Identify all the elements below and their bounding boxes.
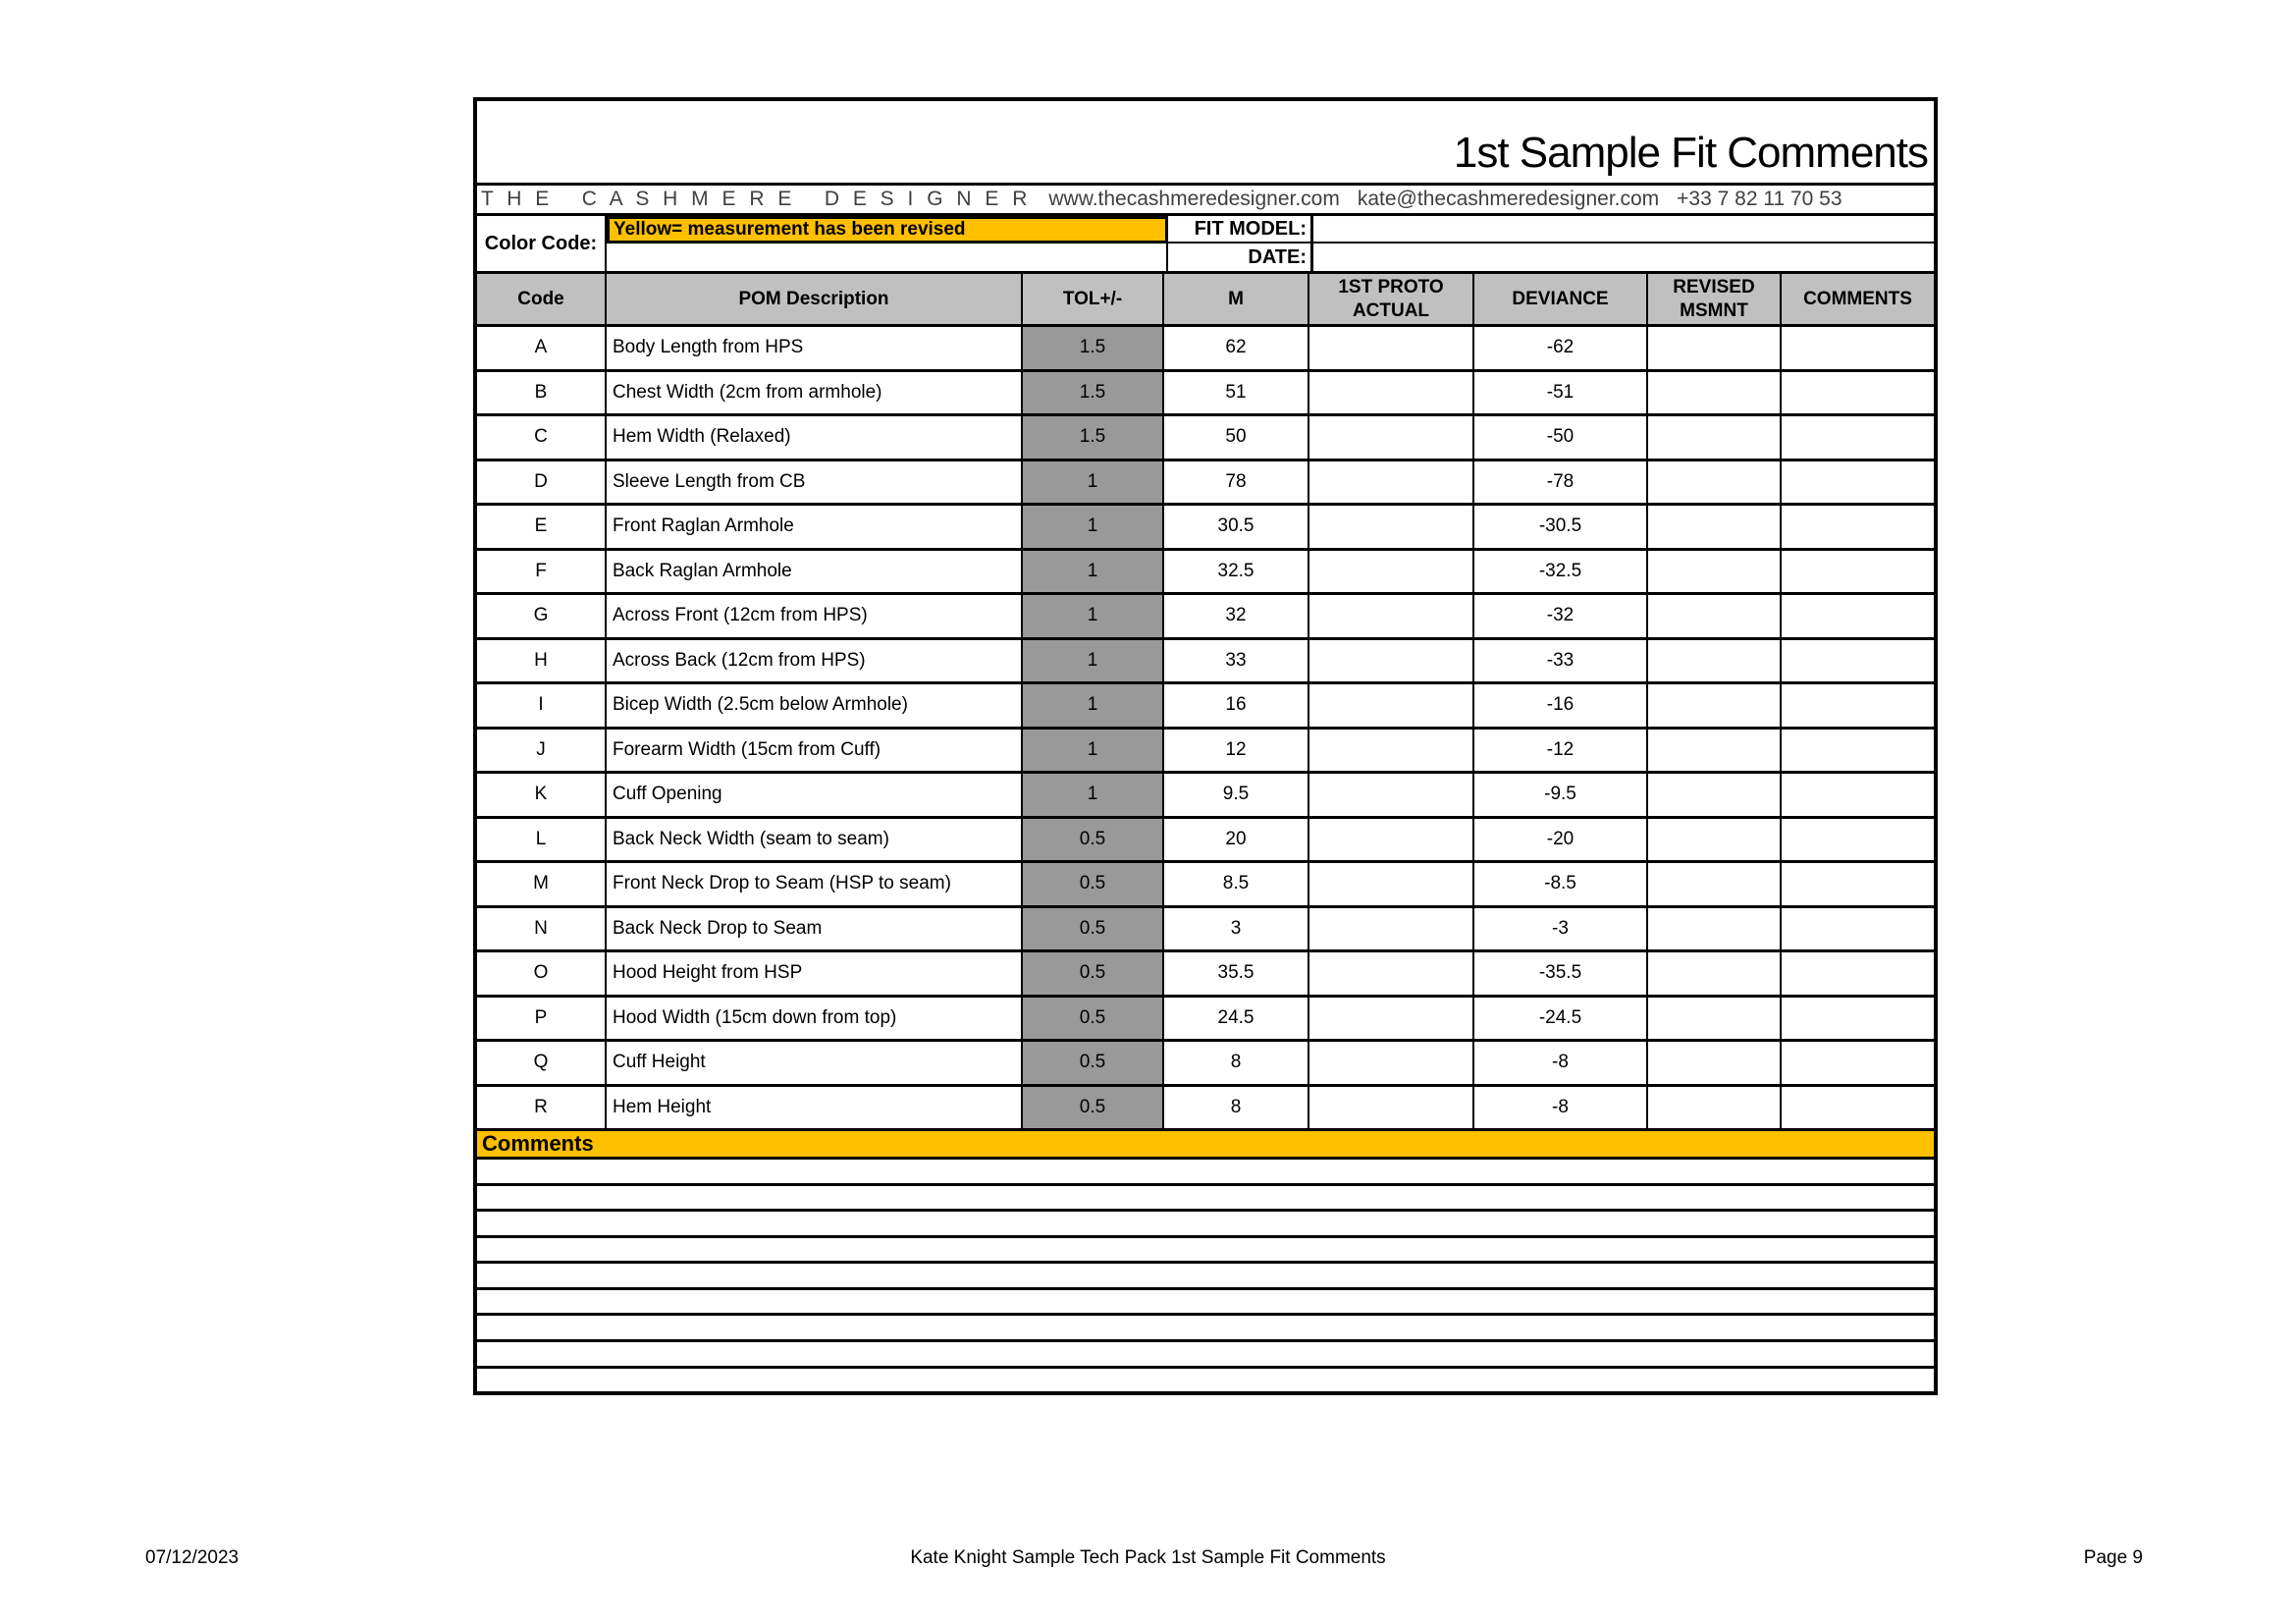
cell-comments	[1782, 461, 1934, 504]
cell-deviance: -3	[1474, 908, 1648, 950]
brand-row	[477, 183, 1934, 216]
comment-blank-line	[477, 1342, 1934, 1369]
comment-blank-line	[477, 1160, 1934, 1186]
cell-comments	[1782, 684, 1934, 727]
cell-revised-msmnt	[1648, 595, 1782, 637]
footer-page-number: Page 9	[2083, 1547, 2143, 1568]
cell-deviance: -9.5	[1474, 774, 1648, 816]
page-footer	[0, 1547, 2296, 1573]
cell-revised-msmnt	[1648, 1087, 1782, 1129]
cell-revised-msmnt	[1648, 327, 1782, 369]
cell-comments	[1782, 952, 1934, 995]
cell-deviance: -12	[1474, 730, 1648, 772]
cell-code: J	[477, 730, 607, 772]
comment-blank-line	[477, 1238, 1934, 1265]
cell-comments	[1782, 998, 1934, 1040]
cell-code: E	[477, 506, 607, 548]
cell-pom-description: Across Front (12cm from HPS)	[607, 595, 1023, 637]
cell-deviance: -33	[1474, 640, 1648, 682]
cell-comments	[1782, 774, 1934, 816]
cell-tolerance: 0.5	[1023, 1042, 1164, 1084]
cell-tolerance: 0.5	[1023, 863, 1164, 905]
comments-blank-rows	[477, 1160, 1934, 1391]
cell-comments	[1782, 595, 1934, 637]
comment-blank-line	[477, 1212, 1934, 1238]
cell-tolerance: 1.5	[1023, 327, 1164, 369]
comment-blank-line	[477, 1186, 1934, 1213]
cell-comments	[1782, 863, 1934, 905]
cell-1st-proto-actual	[1309, 461, 1474, 504]
cell-pom-description: Hood Width (15cm down from top)	[607, 998, 1023, 1040]
cell-pom-description: Hood Height from HSP	[607, 952, 1023, 995]
fit-model-label: FIT MODEL:	[1168, 216, 1313, 244]
cell-comments	[1782, 1087, 1934, 1129]
cell-tolerance: 0.5	[1023, 952, 1164, 995]
cell-pom-description: Front Neck Drop to Seam (HSP to seam)	[607, 863, 1023, 905]
cell-comments	[1782, 327, 1934, 369]
cell-tolerance: 1	[1023, 730, 1164, 772]
header-pom-description: POM Description	[607, 274, 1023, 324]
cell-tolerance: 0.5	[1023, 908, 1164, 950]
cell-tolerance: 1	[1023, 551, 1164, 593]
cell-pom-description: Cuff Height	[607, 1042, 1023, 1084]
cell-tolerance: 0.5	[1023, 819, 1164, 861]
table-row	[477, 1087, 1934, 1129]
cell-size-m: 8	[1164, 1042, 1309, 1084]
measurement-table-body	[477, 327, 1934, 1128]
cell-1st-proto-actual	[1309, 416, 1474, 459]
cell-tolerance: 1	[1023, 774, 1164, 816]
cell-code: I	[477, 684, 607, 727]
cell-size-m: 78	[1164, 461, 1309, 504]
cell-revised-msmnt	[1648, 908, 1782, 950]
cell-comments	[1782, 908, 1934, 950]
comment-blank-line	[477, 1264, 1934, 1290]
cell-1st-proto-actual	[1309, 819, 1474, 861]
cell-1st-proto-actual	[1309, 952, 1474, 995]
cell-1st-proto-actual	[1309, 774, 1474, 816]
comment-blank-line	[477, 1369, 1934, 1392]
cell-comments	[1782, 551, 1934, 593]
cell-tolerance: 1	[1023, 506, 1164, 548]
color-code-empty-cell	[607, 244, 1168, 271]
table-row	[477, 640, 1934, 685]
cell-size-m: 8	[1164, 1087, 1309, 1129]
table-row	[477, 774, 1934, 819]
page-title: 1st Sample Fit Comments	[1453, 129, 1928, 177]
cell-size-m: 3	[1164, 908, 1309, 950]
cell-revised-msmnt	[1648, 684, 1782, 727]
table-header-row	[477, 271, 1934, 327]
cell-size-m: 35.5	[1164, 952, 1309, 995]
cell-1st-proto-actual	[1309, 684, 1474, 727]
table-row	[477, 506, 1934, 551]
table-row	[477, 863, 1934, 908]
cell-pom-description: Chest Width (2cm from armhole)	[607, 372, 1023, 414]
cell-tolerance: 1	[1023, 461, 1164, 504]
cell-revised-msmnt	[1648, 730, 1782, 772]
header-tolerance: TOL+/-	[1023, 274, 1164, 324]
cell-deviance: -20	[1474, 819, 1648, 861]
table-row	[477, 998, 1934, 1043]
table-row	[477, 327, 1934, 372]
cell-tolerance: 0.5	[1023, 1087, 1164, 1129]
brand-name: T H E C A S H M E R E D E S I G N E R	[481, 188, 1032, 210]
cell-tolerance: 1.5	[1023, 372, 1164, 414]
brand-email: kate@thecashmeredesigner.com	[1357, 188, 1660, 210]
cell-code: G	[477, 595, 607, 637]
cell-tolerance: 1.5	[1023, 416, 1164, 459]
cell-deviance: -32.5	[1474, 551, 1648, 593]
cell-size-m: 62	[1164, 327, 1309, 369]
cell-code: H	[477, 640, 607, 682]
cell-1st-proto-actual	[1309, 1087, 1474, 1129]
cell-tolerance: 1	[1023, 640, 1164, 682]
cell-1st-proto-actual	[1309, 595, 1474, 637]
cell-size-m: 9.5	[1164, 774, 1309, 816]
table-row	[477, 908, 1934, 953]
header-size-m: M	[1164, 274, 1309, 324]
cell-size-m: 24.5	[1164, 998, 1309, 1040]
cell-1st-proto-actual	[1309, 327, 1474, 369]
cell-revised-msmnt	[1648, 551, 1782, 593]
cell-pom-description: Cuff Opening	[607, 774, 1023, 816]
table-row	[477, 551, 1934, 596]
color-code-legend: Yellow= measurement has been revised	[607, 216, 1168, 244]
cell-1st-proto-actual	[1309, 730, 1474, 772]
cell-size-m: 50	[1164, 416, 1309, 459]
cell-deviance: -8.5	[1474, 863, 1648, 905]
cell-revised-msmnt	[1648, 998, 1782, 1040]
cell-code: D	[477, 461, 607, 504]
header-revised-msmnt: REVISED MSMNT	[1648, 274, 1782, 324]
cell-code: B	[477, 372, 607, 414]
cell-size-m: 32.5	[1164, 551, 1309, 593]
cell-comments	[1782, 416, 1934, 459]
cell-revised-msmnt	[1648, 640, 1782, 682]
cell-revised-msmnt	[1648, 372, 1782, 414]
cell-deviance: -51	[1474, 372, 1648, 414]
comments-section-header: Comments	[477, 1128, 1934, 1160]
title-block	[477, 101, 1934, 183]
cell-deviance: -50	[1474, 416, 1648, 459]
cell-code: Q	[477, 1042, 607, 1084]
cell-comments	[1782, 372, 1934, 414]
cell-tolerance: 1	[1023, 595, 1164, 637]
color-code-section	[477, 216, 1934, 271]
table-row	[477, 595, 1934, 640]
header-1st-proto-actual: 1ST PROTO ACTUAL	[1309, 274, 1474, 324]
table-row	[477, 730, 1934, 775]
cell-code: K	[477, 774, 607, 816]
cell-deviance: -35.5	[1474, 952, 1648, 995]
cell-1st-proto-actual	[1309, 908, 1474, 950]
cell-code: C	[477, 416, 607, 459]
cell-1st-proto-actual	[1309, 551, 1474, 593]
comment-blank-line	[477, 1290, 1934, 1317]
cell-code: A	[477, 327, 607, 369]
cell-comments	[1782, 730, 1934, 772]
cell-1st-proto-actual	[1309, 1042, 1474, 1084]
header-comments: COMMENTS	[1782, 274, 1934, 324]
cell-1st-proto-actual	[1309, 863, 1474, 905]
cell-tolerance: 1	[1023, 684, 1164, 727]
cell-revised-msmnt	[1648, 1042, 1782, 1084]
table-row	[477, 952, 1934, 998]
cell-deviance: -8	[1474, 1087, 1648, 1129]
table-row	[477, 416, 1934, 461]
cell-code: N	[477, 908, 607, 950]
cell-deviance: -32	[1474, 595, 1648, 637]
cell-size-m: 33	[1164, 640, 1309, 682]
date-label: DATE:	[1168, 244, 1313, 271]
cell-pom-description: Back Neck Width (seam to seam)	[607, 819, 1023, 861]
cell-pom-description: Hem Width (Relaxed)	[607, 416, 1023, 459]
cell-revised-msmnt	[1648, 461, 1782, 504]
cell-revised-msmnt	[1648, 819, 1782, 861]
cell-comments	[1782, 640, 1934, 682]
table-row	[477, 684, 1934, 730]
color-code-label: Color Code:	[477, 216, 607, 271]
cell-deviance: -78	[1474, 461, 1648, 504]
cell-pom-description: Body Length from HPS	[607, 327, 1023, 369]
cell-revised-msmnt	[1648, 952, 1782, 995]
table-row	[477, 819, 1934, 864]
brand-website: www.thecashmeredesigner.com	[1048, 188, 1340, 210]
cell-deviance: -30.5	[1474, 506, 1648, 548]
cell-pom-description: Bicep Width (2.5cm below Armhole)	[607, 684, 1023, 727]
cell-size-m: 30.5	[1164, 506, 1309, 548]
cell-revised-msmnt	[1648, 863, 1782, 905]
cell-deviance: -24.5	[1474, 998, 1648, 1040]
table-row	[477, 1042, 1934, 1087]
cell-code: M	[477, 863, 607, 905]
cell-code: R	[477, 1087, 607, 1129]
fit-model-value-cell	[1313, 216, 1934, 244]
cell-size-m: 20	[1164, 819, 1309, 861]
cell-pom-description: Front Raglan Armhole	[607, 506, 1023, 548]
cell-pom-description: Across Back (12cm from HPS)	[607, 640, 1023, 682]
cell-revised-msmnt	[1648, 774, 1782, 816]
cell-size-m: 51	[1164, 372, 1309, 414]
cell-size-m: 12	[1164, 730, 1309, 772]
cell-code: O	[477, 952, 607, 995]
cell-pom-description: Forearm Width (15cm from Cuff)	[607, 730, 1023, 772]
cell-deviance: -16	[1474, 684, 1648, 727]
header-code: Code	[477, 274, 607, 324]
date-value-cell	[1313, 244, 1934, 271]
table-row	[477, 461, 1934, 507]
cell-comments	[1782, 819, 1934, 861]
cell-size-m: 8.5	[1164, 863, 1309, 905]
cell-deviance: -8	[1474, 1042, 1648, 1084]
cell-tolerance: 0.5	[1023, 998, 1164, 1040]
cell-code: L	[477, 819, 607, 861]
cell-code: P	[477, 998, 607, 1040]
footer-date: 07/12/2023	[145, 1547, 240, 1568]
cell-deviance: -62	[1474, 327, 1648, 369]
cell-size-m: 16	[1164, 684, 1309, 727]
header-deviance: DEVIANCE	[1474, 274, 1648, 324]
cell-revised-msmnt	[1648, 506, 1782, 548]
cell-1st-proto-actual	[1309, 372, 1474, 414]
cell-comments	[1782, 1042, 1934, 1084]
brand-phone: +33 7 82 11 70 53	[1677, 188, 1842, 210]
cell-pom-description: Back Raglan Armhole	[607, 551, 1023, 593]
comment-blank-line	[477, 1316, 1934, 1342]
table-row	[477, 372, 1934, 417]
cell-pom-description: Back Neck Drop to Seam	[607, 908, 1023, 950]
cell-code: F	[477, 551, 607, 593]
cell-comments	[1782, 506, 1934, 548]
footer-title: Kate Knight Sample Tech Pack 1st Sample Fit Comments	[910, 1547, 1386, 1568]
cell-1st-proto-actual	[1309, 506, 1474, 548]
cell-pom-description: Sleeve Length from CB	[607, 461, 1023, 504]
cell-revised-msmnt	[1648, 416, 1782, 459]
fit-comments-sheet	[473, 97, 1938, 1395]
cell-size-m: 32	[1164, 595, 1309, 637]
cell-1st-proto-actual	[1309, 998, 1474, 1040]
cell-pom-description: Hem Height	[607, 1087, 1023, 1129]
cell-1st-proto-actual	[1309, 640, 1474, 682]
